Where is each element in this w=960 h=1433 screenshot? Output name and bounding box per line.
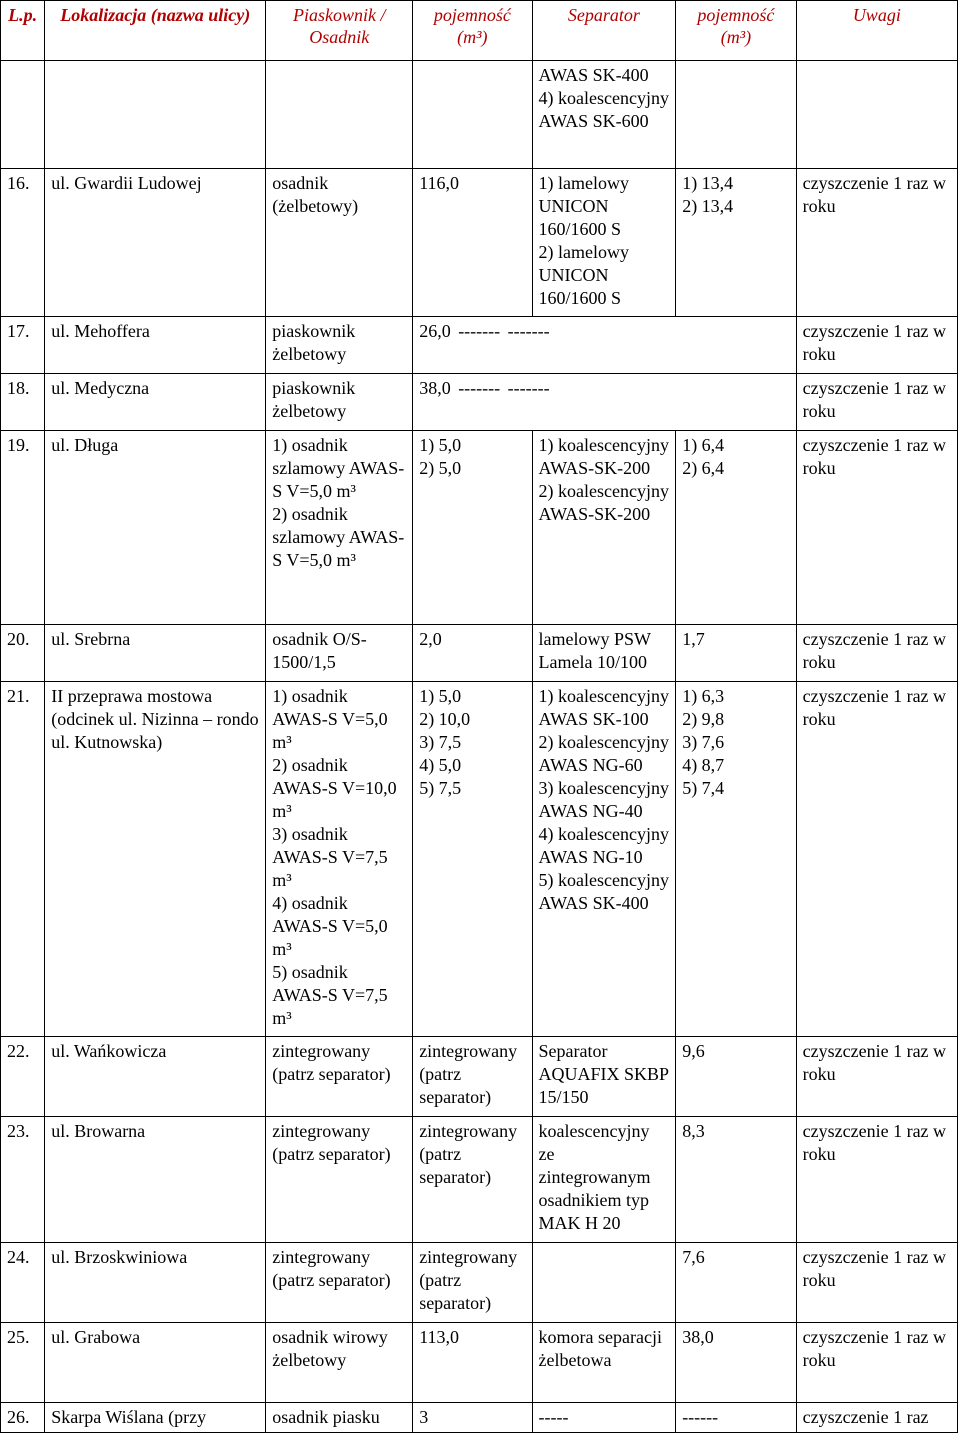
cell-lp: 25.	[1, 1323, 45, 1403]
cell-lp: 20.	[1, 625, 45, 682]
cell-pojemnosc-osadnik: 116,0	[413, 169, 532, 317]
table-row	[1, 1037, 958, 1117]
cell-pojemnosc-separator: 1) 13,4 2) 13,4	[676, 169, 796, 317]
cell-uwagi: czyszczenie 1 raz w roku	[796, 682, 957, 1037]
table-row	[1, 317, 958, 374]
cell-piaskownik: zintegrowany (patrz separator)	[266, 1117, 413, 1243]
cell-separator: Separator AQUAFIX SKBP 15/150	[532, 1037, 676, 1117]
cell-piaskownik	[266, 61, 413, 169]
cell-piaskownik: 1) osadnik AWAS-S V=5,0 m³ 2) osadnik AWAS-S V=10,0 m³ 3) osadnik AWAS-S V=7,5 m³ 4) osadnik AWAS-S V=5,0 m³ 5) osadnik AWAS-S V=7,5 m³	[266, 682, 413, 1037]
table-row	[1, 1117, 958, 1243]
cell-lokalizacja: ul. Mehoffera	[45, 317, 266, 374]
cell-uwagi: czyszczenie 1 raz w roku	[796, 169, 957, 317]
cell-lp: 18.	[1, 374, 45, 431]
cell-pojemnosc-osadnik: 3	[413, 1403, 532, 1433]
cell-separator: -----	[532, 1403, 676, 1433]
cell-pojemnosc-osadnik: zintegrowany (patrz separator)	[413, 1243, 532, 1323]
cell-lp: 23.	[1, 1117, 45, 1243]
cell-lp: 24.	[1, 1243, 45, 1323]
cell-separator: lamelowy PSW Lamela 10/100	[532, 625, 676, 682]
cell-lokalizacja: ul. Browarna	[45, 1117, 266, 1243]
table-row-continuation	[1, 61, 958, 169]
cell-lokalizacja: Skarpa Wiślana (przy	[45, 1403, 266, 1433]
cell-lp: 19.	[1, 431, 45, 625]
cell-pojemnosc-separator: 38,0	[676, 1323, 796, 1403]
cell-pojemnosc-separator: 1,7	[676, 625, 796, 682]
cell-piaskownik: osadnik wirowy żelbetowy	[266, 1323, 413, 1403]
cell-separator: 1) lamelowy UNICON 160/1600 S 2) lamelowy UNICON 160/1600 S	[532, 169, 676, 317]
header-lp: L.p.	[1, 1, 45, 61]
cell-pojemnosc-separator: 1) 6,4 2) 6,4	[676, 431, 796, 625]
header-row	[1, 1, 958, 61]
cell-lokalizacja: II przeprawa mostowa (odcinek ul. Nizinna – rondo ul. Kutnowska)	[45, 682, 266, 1037]
table-row	[1, 1403, 958, 1433]
cell-lokalizacja: ul. Długa	[45, 431, 266, 625]
cell-separator: 1) koalescencyjny AWAS SK-100 2) koalescencyjny AWAS NG-60 3) koalescencyjny AWAS NG-40 4) koalescencyjny AWAS NG-10 5) koalescencyjny AWAS SK-400	[532, 682, 676, 1037]
cell-piaskownik: osadnik O/S-1500/1,5	[266, 625, 413, 682]
table-row	[1, 1243, 958, 1323]
table-row	[1, 625, 958, 682]
cell-piaskownik: zintegrowany (patrz separator)	[266, 1243, 413, 1323]
header-uwagi: Uwagi	[796, 1, 957, 61]
cell-pojemnosc-separator: ------	[676, 1403, 796, 1433]
header-lokalizacja: Lokalizacja (nazwa ulicy)	[45, 1, 266, 61]
cell-lp: 17.	[1, 317, 45, 374]
cell-pojemnosc-separator	[676, 61, 796, 169]
cell-piaskownik: osadnik piasku	[266, 1403, 413, 1433]
table-row	[1, 431, 958, 625]
header-separator: Separator	[532, 1, 676, 61]
header-pojemnosc-separator: pojemność (m³)	[676, 1, 796, 61]
cell-separator: AWAS SK-400 4) koalescencyjny AWAS SK-600	[532, 61, 676, 169]
cell-pojemnosc-separator: 9,6	[676, 1037, 796, 1117]
cell-lokalizacja: ul. Gwardii Ludowej	[45, 169, 266, 317]
cell-pojemnosc-separator: 1) 6,3 2) 9,8 3) 7,6 4) 8,7 5) 7,4	[676, 682, 796, 1037]
cell-lp: 26.	[1, 1403, 45, 1433]
cell-pojemnosc-osadnik: zintegrowany (patrz separator)	[413, 1037, 532, 1117]
cell-piaskownik: 1) osadnik szlamowy AWAS-S V=5,0 m³ 2) osadnik szlamowy AWAS-S V=5,0 m³	[266, 431, 413, 625]
cell-lokalizacja	[45, 61, 266, 169]
cell-lokalizacja: ul. Srebrna	[45, 625, 266, 682]
cell-lokalizacja: ul. Medyczna	[45, 374, 266, 431]
cell-lp	[1, 61, 45, 169]
cell-lp: 16.	[1, 169, 45, 317]
cell-pojemnosc-osadnik: 1) 5,0 2) 10,0 3) 7,5 4) 5,0 5) 7,5	[413, 682, 532, 1037]
cell-lp: 21.	[1, 682, 45, 1037]
cell-separator: 1) koalescencyjny AWAS-SK-200 2) koalescencyjny AWAS-SK-200	[532, 431, 676, 625]
cell-uwagi: czyszczenie 1 raz w roku	[796, 431, 957, 625]
cell-pojemnosc-separator: 8,3	[676, 1117, 796, 1243]
cell-piaskownik: osadnik (żelbetowy)	[266, 169, 413, 317]
cell-piaskownik: zintegrowany (patrz separator)	[266, 1037, 413, 1117]
cell-uwagi: czyszczenie 1 raz	[796, 1403, 957, 1433]
cell-uwagi: czyszczenie 1 raz w roku	[796, 317, 957, 374]
header-piaskownik: Piaskownik / Osadnik	[266, 1, 413, 61]
table-row	[1, 169, 958, 317]
cell-uwagi: czyszczenie 1 raz w roku	[796, 374, 957, 431]
cell-lokalizacja: ul. Brzoskwiniowa	[45, 1243, 266, 1323]
cell-uwagi: czyszczenie 1 raz w roku	[796, 1037, 957, 1117]
cell-pojemnosc-osadnik: 113,0	[413, 1323, 532, 1403]
table-row	[1, 374, 958, 431]
cell-pojemnosc-osadnik: 2,0	[413, 625, 532, 682]
cell-uwagi: czyszczenie 1 raz w roku	[796, 625, 957, 682]
cell-pojemnosc-osadnik: 1) 5,0 2) 5,0	[413, 431, 532, 625]
cell-merged-capacity-separator: 26,0 ------- -------	[413, 317, 796, 374]
cell-piaskownik: piaskownik żelbetowy	[266, 374, 413, 431]
cell-merged-capacity-separator: 38,0 ------- -------	[413, 374, 796, 431]
table-row	[1, 682, 958, 1037]
cell-piaskownik: piaskownik żelbetowy	[266, 317, 413, 374]
header-pojemnosc-osadnik: pojemność (m³)	[413, 1, 532, 61]
cell-pojemnosc-separator: 7,6	[676, 1243, 796, 1323]
cell-separator: koalescencyjny ze zintegrowanym osadnikiem typ MAK H 20	[532, 1117, 676, 1243]
cell-separator: komora separacji żelbetowa	[532, 1323, 676, 1403]
cell-lokalizacja: ul. Wańkowicza	[45, 1037, 266, 1117]
cell-uwagi	[796, 61, 957, 169]
cell-pojemnosc-osadnik	[413, 61, 532, 169]
cell-uwagi: czyszczenie 1 raz w roku	[796, 1117, 957, 1243]
cell-uwagi: czyszczenie 1 raz w roku	[796, 1243, 957, 1323]
cell-uwagi: czyszczenie 1 raz w roku	[796, 1323, 957, 1403]
cell-separator	[532, 1243, 676, 1323]
cell-lokalizacja: ul. Grabowa	[45, 1323, 266, 1403]
cell-pojemnosc-osadnik: zintegrowany (patrz separator)	[413, 1117, 532, 1243]
cell-lp: 22.	[1, 1037, 45, 1117]
table-row	[1, 1323, 958, 1403]
